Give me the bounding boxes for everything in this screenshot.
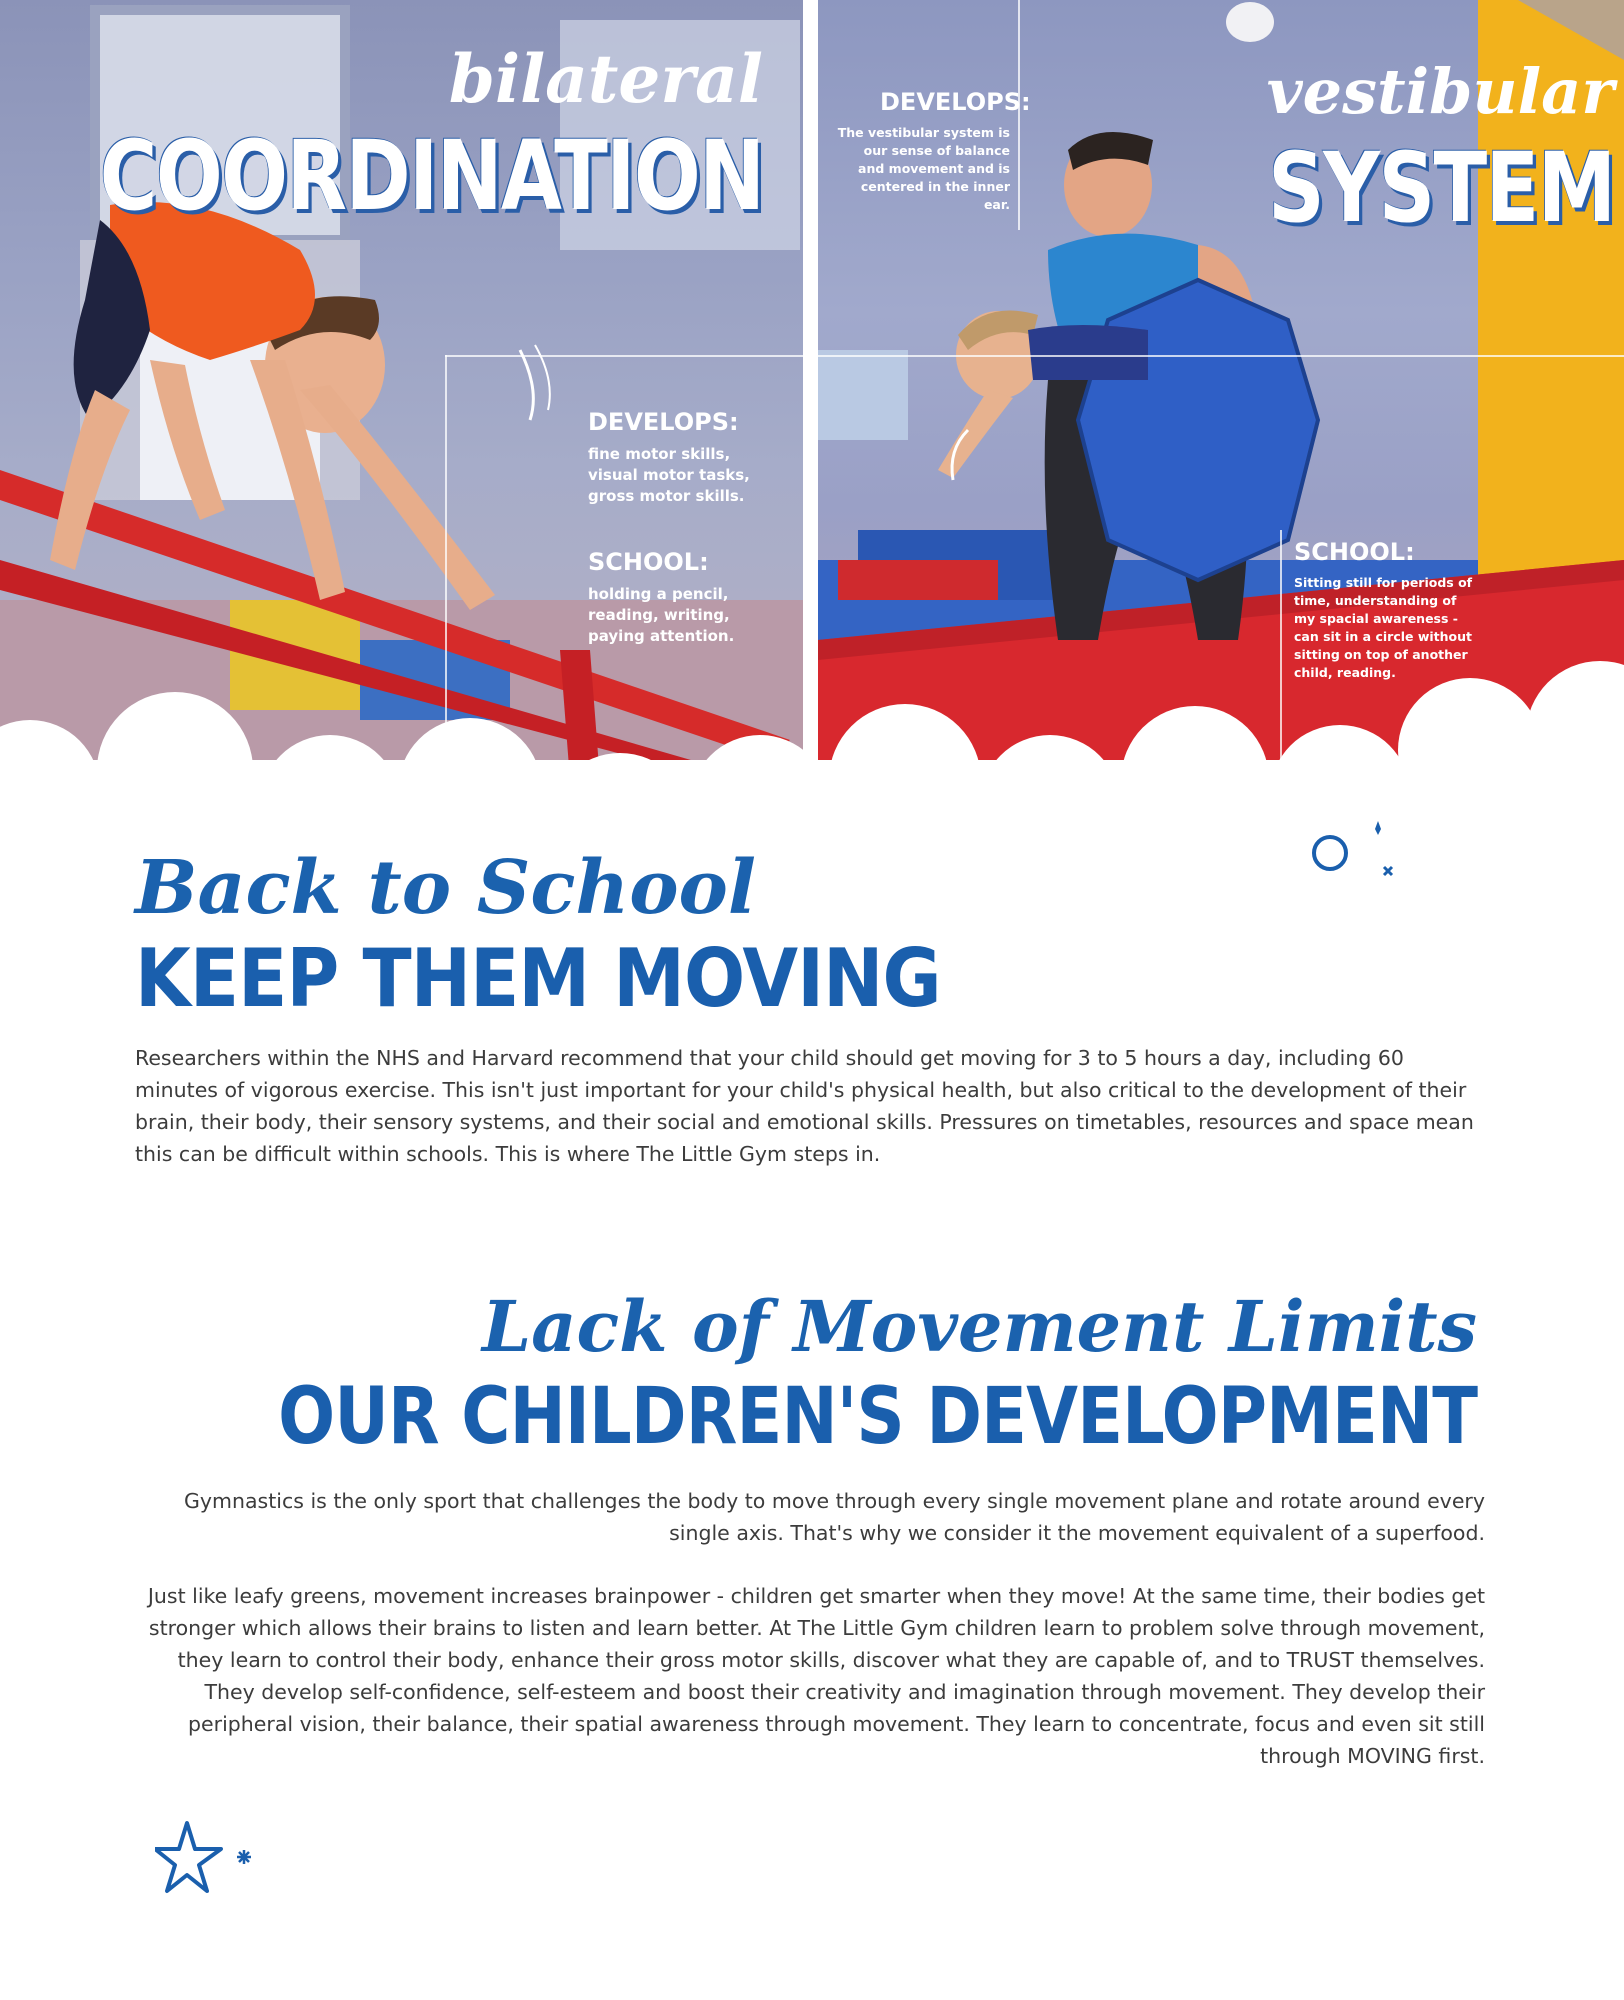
star-doodle-icon	[155, 1815, 265, 1895]
frame-line	[445, 355, 803, 357]
section1-paragraph: Researchers within the NHS and Harvard recommend that your child should get moving for 3 to 5 hours a day, including 60 minutes of vigorous exercise. This isn't just important for your child's physical health, but also critical to the development of their brain, their body, their sensory systems, and their social and emotional skills. Pressures on timetables, resources and space mean this can be difficult within schools. This is where The Little Gym steps in.	[135, 1046, 1474, 1166]
frame-line	[818, 355, 1624, 357]
section2-caps-heading: OUR CHILDREN'S DEVELOPMENT	[278, 1372, 1477, 1462]
section2-script-heading: Lack of Movement Limits	[481, 1285, 1477, 1368]
panel-right-develops-text: The vestibular system is our sense of balance and movement and is centered in the inner ear.	[837, 125, 1010, 212]
section1-caps-heading: KEEP THEM MOVING	[135, 932, 941, 1025]
panel-left-develops-text: fine motor skills, visual motor tasks, gross motor skills.	[588, 445, 750, 505]
panel-left-school-text: holding a pencil, reading, writing, paying attention.	[588, 585, 735, 645]
panel-right-block-title: SYSTEM	[1267, 132, 1614, 244]
section1-script-heading: Back to School	[135, 845, 757, 931]
panel-left-script-title: bilateral	[448, 40, 763, 118]
panel-right-school-heading: SCHOOL:	[1294, 538, 1415, 566]
panel-left-block-title: COORDINATION	[99, 120, 763, 232]
section2-paragraph-1: Gymnastics is the only sport that challenges the body to move through every single movement plane and rotate around every single axis. That's why we consider it the movement equivalent of a superfood.	[184, 1489, 1485, 1545]
panel-left-school-heading: SCHOOL:	[588, 548, 709, 576]
panel-right-school-text: Sitting still for periods of time, understanding of my spacial awareness - can sit in a circle without sitting on top of another child, reading.	[1294, 575, 1473, 680]
sparkle-circle-icon	[1300, 815, 1410, 895]
panel-right-develops-heading: DEVELOPS:	[880, 88, 1031, 116]
panel-left-develops-heading: DEVELOPS:	[588, 408, 739, 436]
cloud-border	[0, 640, 1624, 840]
panel-right-script-title: vestibular	[1266, 55, 1614, 128]
section2-paragraph-2: Just like leafy greens, movement increases brainpower - children get smarter when they move! At the same time, their bodies get stronger which allows their brains to listen and learn better. At The Little Gym children learn to problem solve through movement, they learn to control their body, enhance their gross motor skills, discover what they are capable of, and to TRUST themselves. They develop self-confidence, self-esteem and boost their creativity and imagination through movement. They develop their peripheral vision, their balance, their spatial awareness through movement. They learn to concentrate, focus and even sit still through MOVING first.	[147, 1584, 1485, 1768]
